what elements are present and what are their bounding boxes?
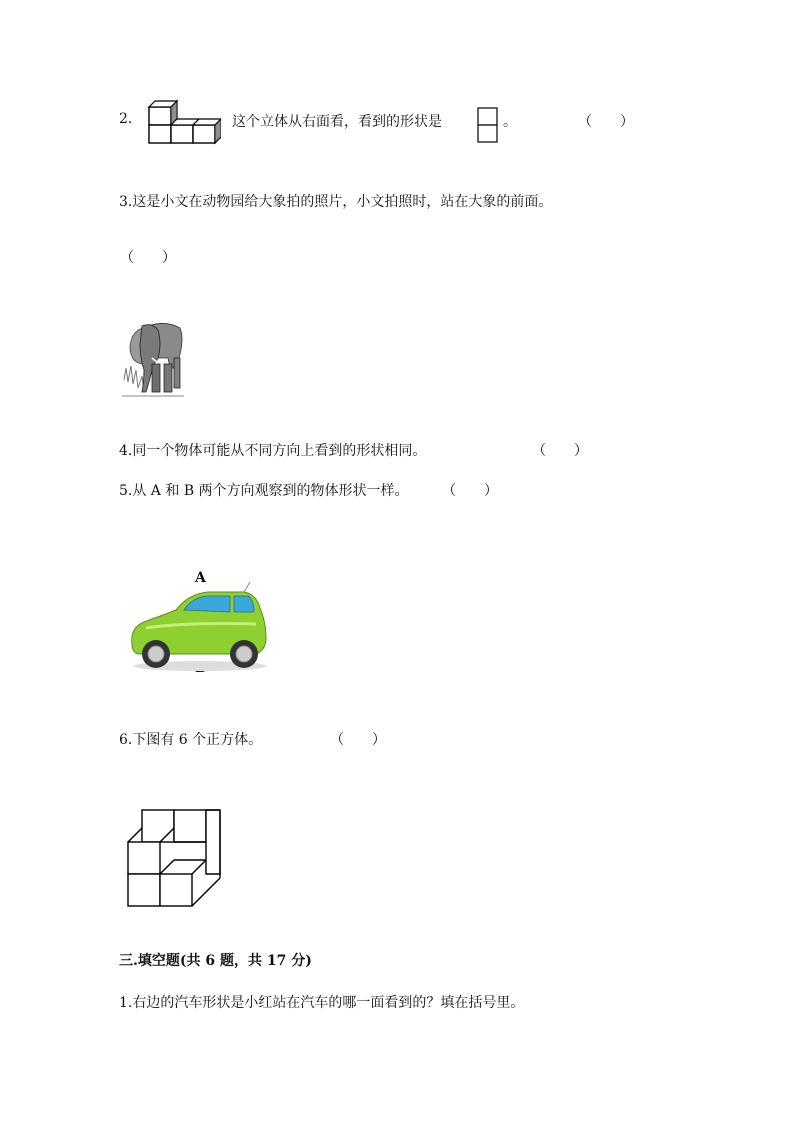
q2-number: 2. — [119, 111, 133, 127]
q5-answer-blank[interactable]: （ ） — [442, 483, 498, 499]
s3q1-text: 1.右边的汽车形状是小红站在汽车的哪一面看到的？填在括号里。 — [119, 995, 525, 1011]
cube-stack-figure — [147, 99, 221, 147]
q6-text: 6.下图有 6 个正方体。 — [119, 732, 263, 748]
q2-answer-blank[interactable]: （ ） — [578, 114, 634, 130]
direction-label-a: A — [195, 570, 206, 586]
q4-text: 4.同一个物体可能从不同方向上看到的形状相同。 — [119, 443, 427, 459]
q6-answer-blank[interactable]: （ ） — [330, 732, 386, 748]
green-car-figure — [126, 582, 270, 674]
q2-text: 这个立体从右面看，看到的形状是 — [232, 114, 442, 130]
q3-answer-blank[interactable]: （ ） — [120, 250, 176, 266]
q2-end: 。 — [503, 114, 517, 130]
section3-title: 三.填空题(共 6 题，共 17 分) — [119, 953, 312, 969]
q4-answer-blank[interactable]: （ ） — [532, 443, 588, 459]
elephant-photo — [122, 318, 184, 398]
answer-shape-figure — [477, 107, 499, 145]
q3-text: 3.这是小文在动物园给大象拍的照片，小文拍照时，站在大象的前面。 — [119, 194, 553, 210]
q5-text: 5.从 A 和 B 两个方向观察到的物体形状一样。 — [119, 483, 409, 499]
cubes-figure — [124, 808, 226, 910]
